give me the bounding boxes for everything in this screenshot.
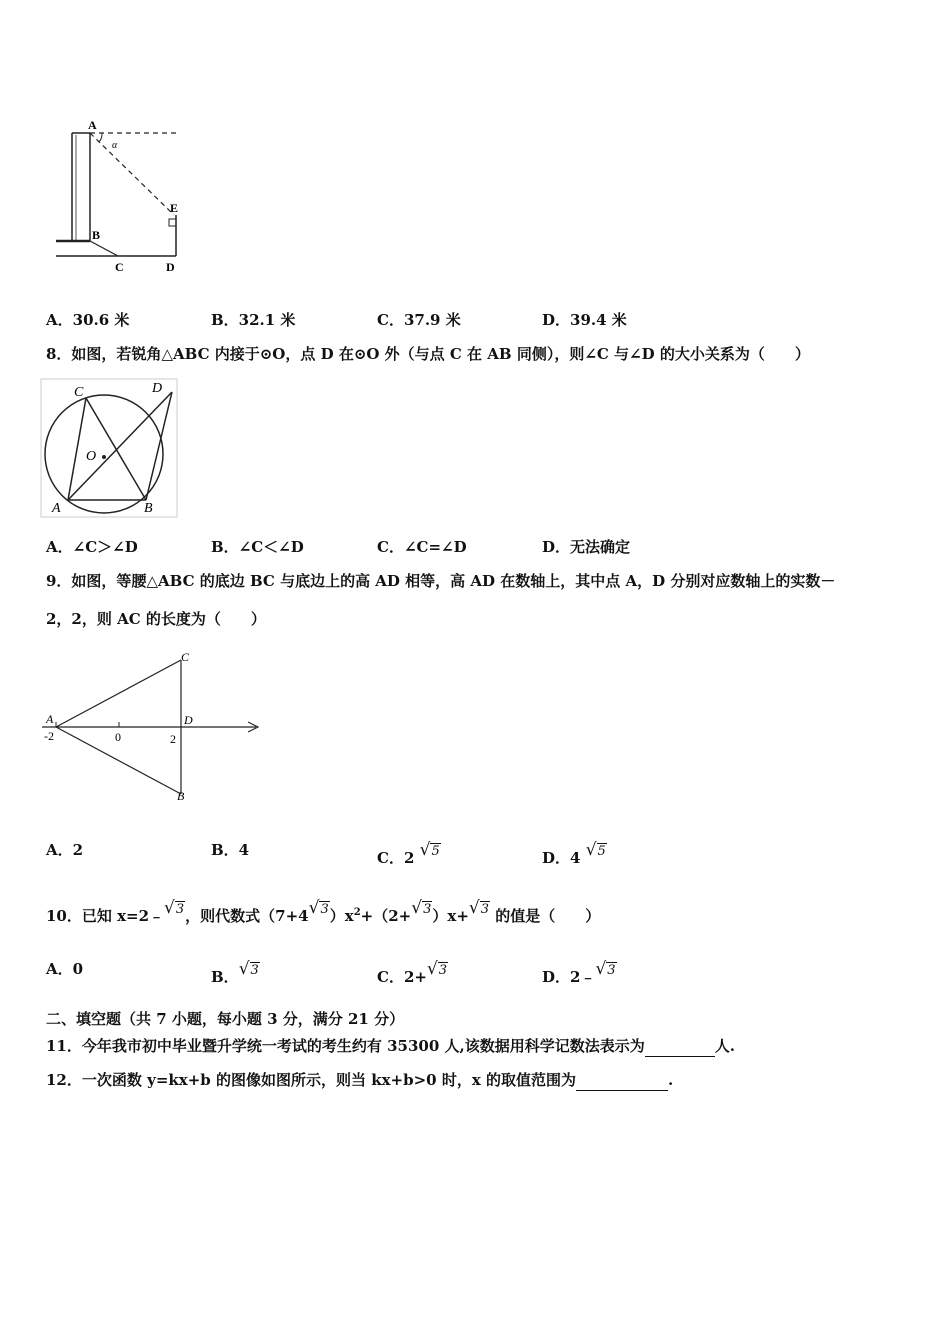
q12 [46, 1070, 673, 1091]
right-angle-mark [169, 219, 176, 226]
q10-part-4: +（2+ [360, 907, 412, 925]
q8-option-d: D．无法确定 [542, 538, 631, 556]
q10-option-b [211, 959, 260, 987]
tick-label-2: 2 [170, 732, 176, 746]
q8-option-b: B．∠C＜∠D [211, 538, 304, 556]
q10-option-a: A．0 [46, 960, 84, 978]
sqrt-3: √3 [426, 959, 448, 979]
label-c: C [115, 260, 124, 274]
q12-text: 12．一次函数 y=kx+b 的图像如图所示，则当 kx+b>0 时，x 的取值范围为 [46, 1071, 577, 1089]
figure-frame [41, 379, 177, 517]
label-e: E [170, 201, 179, 215]
section-2-title: 二、填空题（共 7 小题，每小题 3 分，满分 21 分） [46, 1010, 405, 1028]
q11-tail: 人. [714, 1037, 735, 1055]
q9-option-d [542, 840, 607, 868]
tick-label-minus-2: -2 [44, 729, 54, 743]
sqrt-3: √3 [411, 898, 432, 918]
label-b: B [144, 501, 153, 516]
label-c: C [181, 650, 190, 664]
q8-stem: 8．如图，若锐角△ABC 内接于⊙O，点 D 在⊙O 外（与点 C 在 AB 同侧），则∠C 与∠D 的大小关系为（ ） [46, 345, 810, 363]
q7-option-b: B．32.1 米 [211, 311, 296, 329]
label-d: D [152, 381, 163, 396]
q8-option-a: A．∠C＞∠D [46, 538, 138, 556]
q7-option-c: C．37.9 米 [377, 311, 461, 329]
segment-ac [56, 660, 181, 727]
slope-bc [90, 241, 118, 256]
label-d: D [166, 260, 175, 274]
q10-option-d [542, 959, 617, 987]
q11-text: 11．今年我市初中毕业暨升学统一考试的考生约有 35300 人,该数据用科学记数法表示为 [46, 1037, 645, 1055]
q10-part-1: 10．已知 x=2﹣ [46, 907, 165, 925]
sqrt-5: √5 [419, 840, 440, 860]
q7-figure [48, 115, 193, 280]
label-c: C [74, 385, 84, 400]
label-a: A [46, 712, 54, 726]
angle-arc [99, 133, 102, 142]
q12-answer-blank[interactable] [576, 1070, 668, 1091]
q10-option-b-prefix: B． [211, 968, 239, 986]
q12-tail: . [668, 1071, 674, 1089]
label-a: A [52, 501, 61, 516]
exponent: 2 [353, 907, 361, 918]
q9-stem-line1: 9．如图，等腰△ABC 的底边 BC 与底边上的高 AD 相等，高 AD 在数轴上，其中点 A，D 分别对应数轴上的实数－ [46, 572, 836, 590]
sqrt-3: √3 [595, 959, 616, 979]
q10-option-c [377, 959, 448, 987]
segment-bd [146, 392, 172, 500]
sqrt-3: √3 [238, 959, 259, 979]
q10-part-6: 的值是（ ） [495, 907, 601, 925]
q9-stem-line2: 2，2，则 AC 的长度为（ ） [46, 610, 266, 628]
q10-option-c-prefix: C．2+ [377, 968, 427, 986]
q10-option-d-prefix: D．2﹣ [542, 968, 596, 986]
q10-part-5: ）x+ [432, 907, 469, 925]
tick-label-0: 0 [115, 730, 121, 744]
sqrt-3: √3 [468, 898, 490, 918]
center-point [102, 455, 106, 459]
q7-option-d: D．39.4 米 [542, 311, 627, 329]
q11-answer-blank[interactable] [645, 1036, 715, 1057]
q10-stem [46, 898, 600, 926]
q9-option-d-prefix: D．4 [542, 849, 581, 867]
q9-option-c-prefix: C．2 [377, 849, 415, 867]
label-o: O [86, 449, 97, 464]
label-a: A [88, 118, 97, 132]
q9-option-a: A．2 [46, 841, 84, 859]
sqrt-3: √3 [164, 898, 185, 918]
q7-option-a: A．30.6 米 [46, 311, 130, 329]
q10-part-3: ）x [329, 907, 354, 925]
sqrt-3: √3 [308, 898, 329, 918]
q9-figure [40, 648, 270, 806]
q11 [46, 1036, 735, 1057]
q8-figure [40, 378, 180, 520]
label-b: B [92, 228, 101, 242]
q10-part-2: ，则代数式（7+4 [185, 907, 309, 925]
label-alpha: α [112, 140, 118, 151]
q8-option-c: C．∠C=∠D [377, 538, 467, 556]
sqrt-5: √5 [585, 840, 606, 860]
label-b: B [177, 789, 185, 803]
q9-option-b: B．4 [211, 841, 250, 859]
sight-line-dashed [90, 133, 174, 215]
circle-o [45, 395, 163, 513]
label-d: D [184, 713, 193, 727]
q9-option-c [377, 840, 441, 868]
